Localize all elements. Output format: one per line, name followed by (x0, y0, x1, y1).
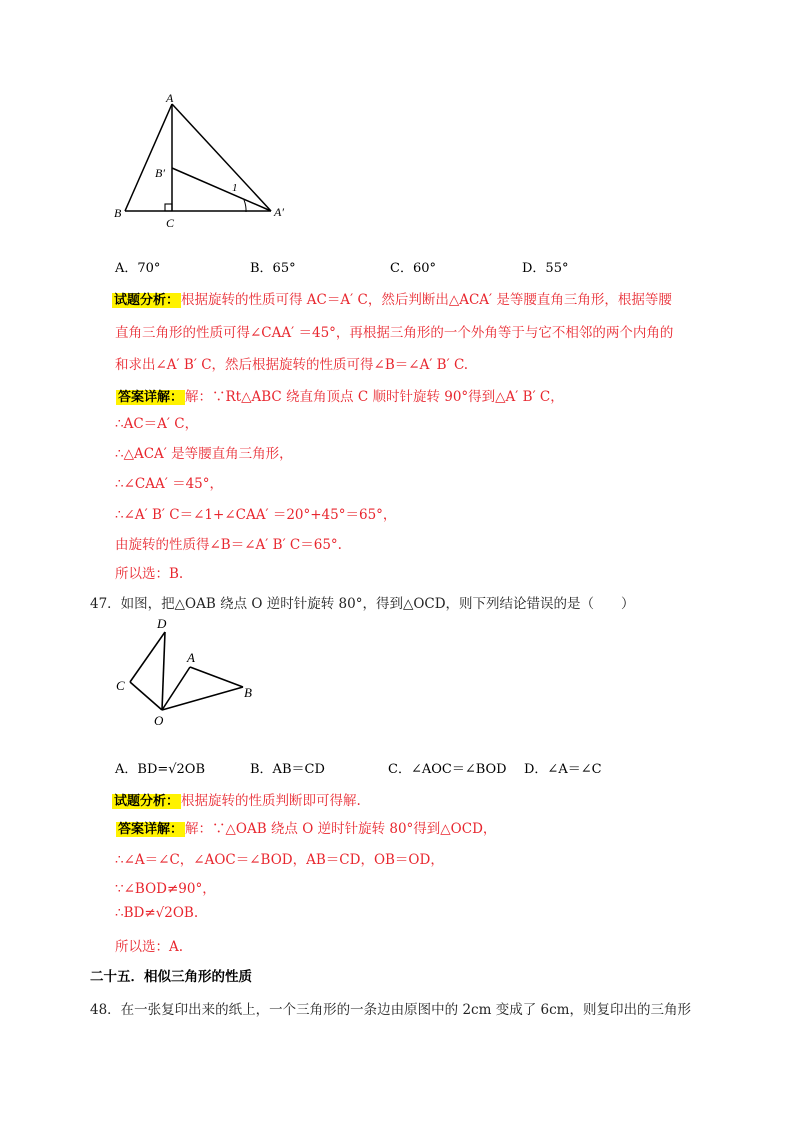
q46-answer-line-6: 由旋转的性质得∠B＝∠A′ B′ C＝65°. (115, 537, 342, 553)
q47-answer-line-2: ∴∠A＝∠C，∠AOC＝∠BOD，AB＝CD，OB＝OD， (115, 852, 444, 868)
q46-option-c: C．60° (390, 261, 436, 276)
q46-option-b: B．65° (250, 261, 296, 276)
label-C: C (166, 216, 175, 230)
q47-answer-line-4: ∴BD≠√2OB. (115, 905, 199, 921)
q46-analysis-line-1: 试题分析： 根据旋转的性质可得 AC＝A′ C，然后判断出△ACA′ 是等腰直角三角形，根据等腰 (114, 292, 672, 308)
q47-option-a: A．BD=√2OB (115, 762, 206, 777)
q47-answer-line-1: 答案详解： 解：∵△OAB 绕点 O 逆时针旋转 80°得到△OCD， (118, 821, 497, 837)
q46-answer-line-4: ∴∠CAA′ ＝45°， (115, 476, 224, 492)
label-C: C (116, 678, 125, 693)
q46-answer-line-1: 答案详解： 解：∵Rt△ABC 绕直角顶点 C 顺时针旋转 90°得到△A′ B′ C， (118, 389, 564, 405)
q47-option-d: D．∠A＝∠C (524, 762, 602, 777)
q46-analysis-tag: 试题分析： (114, 293, 180, 308)
q46-option-d: D．55° (522, 261, 569, 276)
label-B: B (114, 206, 122, 220)
q47-answer-line-5: 所以选：A. (115, 939, 184, 955)
q46-answer-tag: 答案详解： (118, 390, 184, 405)
label-angle-1: 1 (232, 182, 238, 194)
q46-answer-line-5: ∴∠A′ B′ C＝∠1+∠CAA′ ＝20°+45°＝65°， (115, 507, 397, 523)
label-D: D (157, 616, 167, 631)
q47-analysis-line: 试题分析： 根据旋转的性质判断即可得解. (114, 793, 361, 809)
q47-option-c: C．∠AOC＝∠BOD (388, 762, 507, 777)
q47-answer-tag: 答案详解： (118, 822, 184, 837)
q46-analysis-line-2: 直角三角形的性质可得∠CAA′ ＝45°，再根据三角形的一个外角等于与它不相邻的两个内角的 (115, 325, 674, 341)
q48-stem: 48．在一张复印出来的纸上，一个三角形的一条边由原图中的 2cm 变成了 6cm，则复印出的三角形 (90, 1002, 691, 1018)
label-A: A (166, 91, 174, 105)
q47-answer-line-3: ∵∠BOD≠90°， (115, 881, 216, 897)
label-A: A (187, 650, 195, 665)
label-A-prime: A′ (274, 205, 284, 219)
q47-option-b: B．AB＝CD (250, 762, 325, 777)
q46-option-a: A．70° (115, 261, 161, 276)
rotation-figure-ocd (110, 612, 280, 732)
q46-analysis-line-3: 和求出∠A′ B′ C，然后根据旋转的性质可得∠B＝∠A′ B′ C. (115, 357, 469, 373)
q46-answer-line-3: ∴△ACA′ 是等腰直角三角形， (115, 446, 293, 462)
q47-stem: 47．如图，把△OAB 绕点 O 逆时针旋转 80°，得到△OCD，则下列结论错误的是（ ） (90, 596, 635, 612)
q47-analysis-tag: 试题分析： (114, 794, 180, 809)
q46-answer-line-2: ∴AC＝A′ C， (115, 416, 199, 432)
label-B: B (244, 685, 252, 700)
label-B-prime: B′ (155, 166, 165, 180)
q46-answer-line-7: 所以选：B. (115, 566, 184, 582)
section-title: 二十五．相似三角形的性质 (90, 969, 252, 985)
label-O: O (154, 713, 164, 728)
rotation-triangle-figure (105, 90, 305, 230)
